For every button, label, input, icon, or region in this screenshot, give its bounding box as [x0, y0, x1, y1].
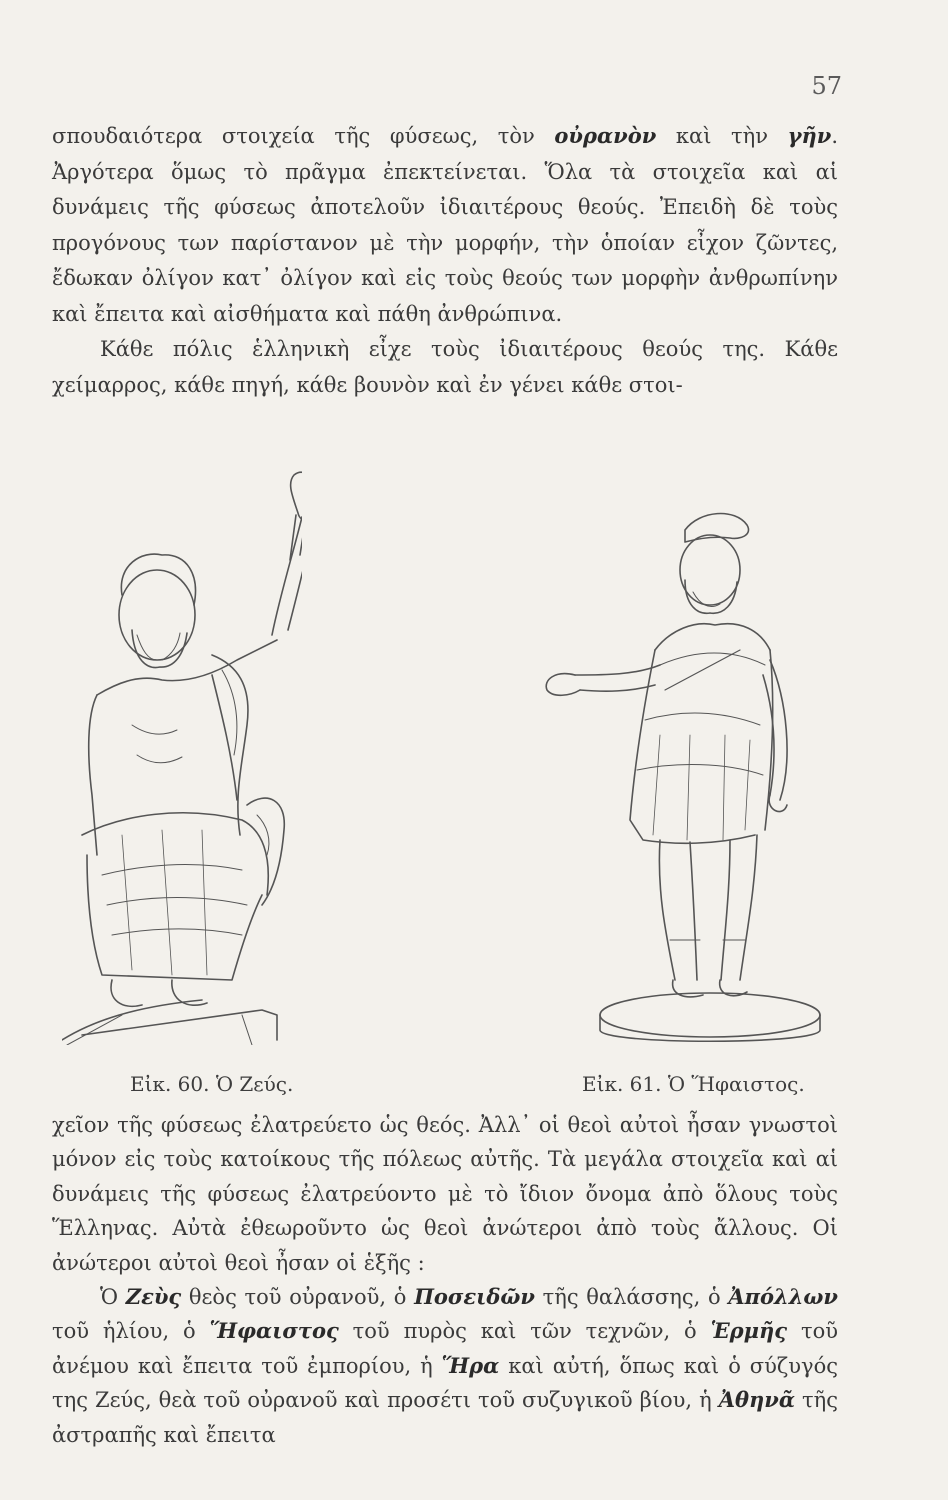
figure-61-caption: Εἰκ. 61. Ὁ Ἥφαιστος. [582, 1072, 805, 1096]
god-name-hermes: Ἑρμῆς [710, 1318, 788, 1344]
paragraph-1 [52, 118, 838, 332]
text-run: τοῦ ἀνέμου καὶ ἔπειτα τοῦ ἐμπορίου, ἡ [52, 1319, 838, 1378]
god-name-poseidon: Ποσειδῶν [414, 1284, 535, 1310]
text-run: Ὁ [100, 1285, 126, 1310]
text-run: καὶ τὴν [656, 124, 788, 148]
page-number: 57 [811, 72, 842, 100]
emphasis-ouranos: οὐρανὸν [554, 123, 657, 148]
god-name-hera: Ἥρα [441, 1352, 500, 1378]
god-name-hephaestus: Ἥφαιστος [209, 1318, 339, 1344]
text-run: τῆς ἀστραπῆς καὶ ἔπειτα [52, 1388, 838, 1447]
zeus-illustration [62, 455, 302, 1045]
text-run: θεὸς τοῦ οὐρανοῦ, ὁ [181, 1285, 415, 1310]
top-text [52, 118, 838, 403]
god-name-apollo: Ἀπόλλων [728, 1284, 838, 1310]
bottom-text [52, 1108, 838, 1452]
paragraph-3: χεῖον τῆς φύσεως ἐλατρεύετο ὡς θεός. Ἀλλ᾽ οἱ θεοὶ αὐτοὶ ἦσαν γνωστοὶ μόνον εἰς τοὺς κατοίκους τῆς πόλεως αὐτῆς. Τὰ μεγάλα στοιχεῖα καὶ αἱ δυνάμεις τῆς φύσεως ἐλατρεύοντο μὲ τὸ ἴδιον ὄνομα ἀπὸ ὅλους τοὺς Ἕλληνας. Αὐτὰ ἐθεωροῦντο ὡς θεοὶ ἀνώτεροι ἀπὸ τοὺς ἄλλους. Οἱ ἀνώτεροι αὐτοὶ θεοὶ ἦσαν οἱ ἑξῆς : [52, 1113, 838, 1275]
text-run: τοῦ ἡλίου, ὁ [52, 1319, 210, 1344]
text-run: τῆς θαλάσσης, ὁ [534, 1285, 729, 1310]
paragraph-4 [52, 1280, 838, 1452]
emphasis-gi: γῆν [787, 123, 832, 148]
figure-60-caption: Εἰκ. 60. Ὁ Ζεύς. [130, 1072, 294, 1096]
text-run: . Ἀργότερα ὅμως τὸ πρᾶγμα ἐπεκτείνεται. Ὅλα τὰ στοιχεῖα καὶ αἱ δυνάμεις τῆς φύσεως ἀποτελοῦν ἰδιαιτέρους θεούς. Ἐπειδὴ δὲ τοὺς προγόνους των παρίστανον μὲ τὴν μορφήν, τὴν ὁποίαν εἶχον ζῶντες, ἔδωκαν ὀλίγον κατ᾽ ὀλίγον καὶ εἰς τοὺς θεούς των μορφὴν ἀνθρωπίνην καὶ ἔπειτα καὶ αἰσθήματα καὶ πάθη ἀνθρώπινα. [52, 124, 839, 326]
hephaestus-illustration [525, 500, 850, 1060]
god-name-athena: Ἀθηνᾶ [718, 1387, 796, 1413]
text-run: καὶ αὐτή, ὅπως καὶ ὁ σύζυγός της Ζεύς, θεὰ τοῦ οὐρανοῦ καὶ προσέτι τοῦ συζυγικοῦ βίου, ἡ [52, 1353, 838, 1413]
paragraph-2: Κάθε πόλις ἑλληνικὴ εἶχε τοὺς ἰδιαιτέρους θεούς της. Κάθε χείμαρρος, κάθε πηγή, κάθε βουνὸν καὶ ἐν γένει κάθε στοι- [52, 337, 838, 397]
text-run: τοῦ πυρὸς καὶ τῶν τεχνῶν, ὁ [338, 1319, 711, 1344]
text-run: σπουδαιότερα στοιχεία τῆς φύσεως, τὸν [52, 124, 555, 148]
god-name-zeus: Ζεὺς [125, 1284, 182, 1310]
